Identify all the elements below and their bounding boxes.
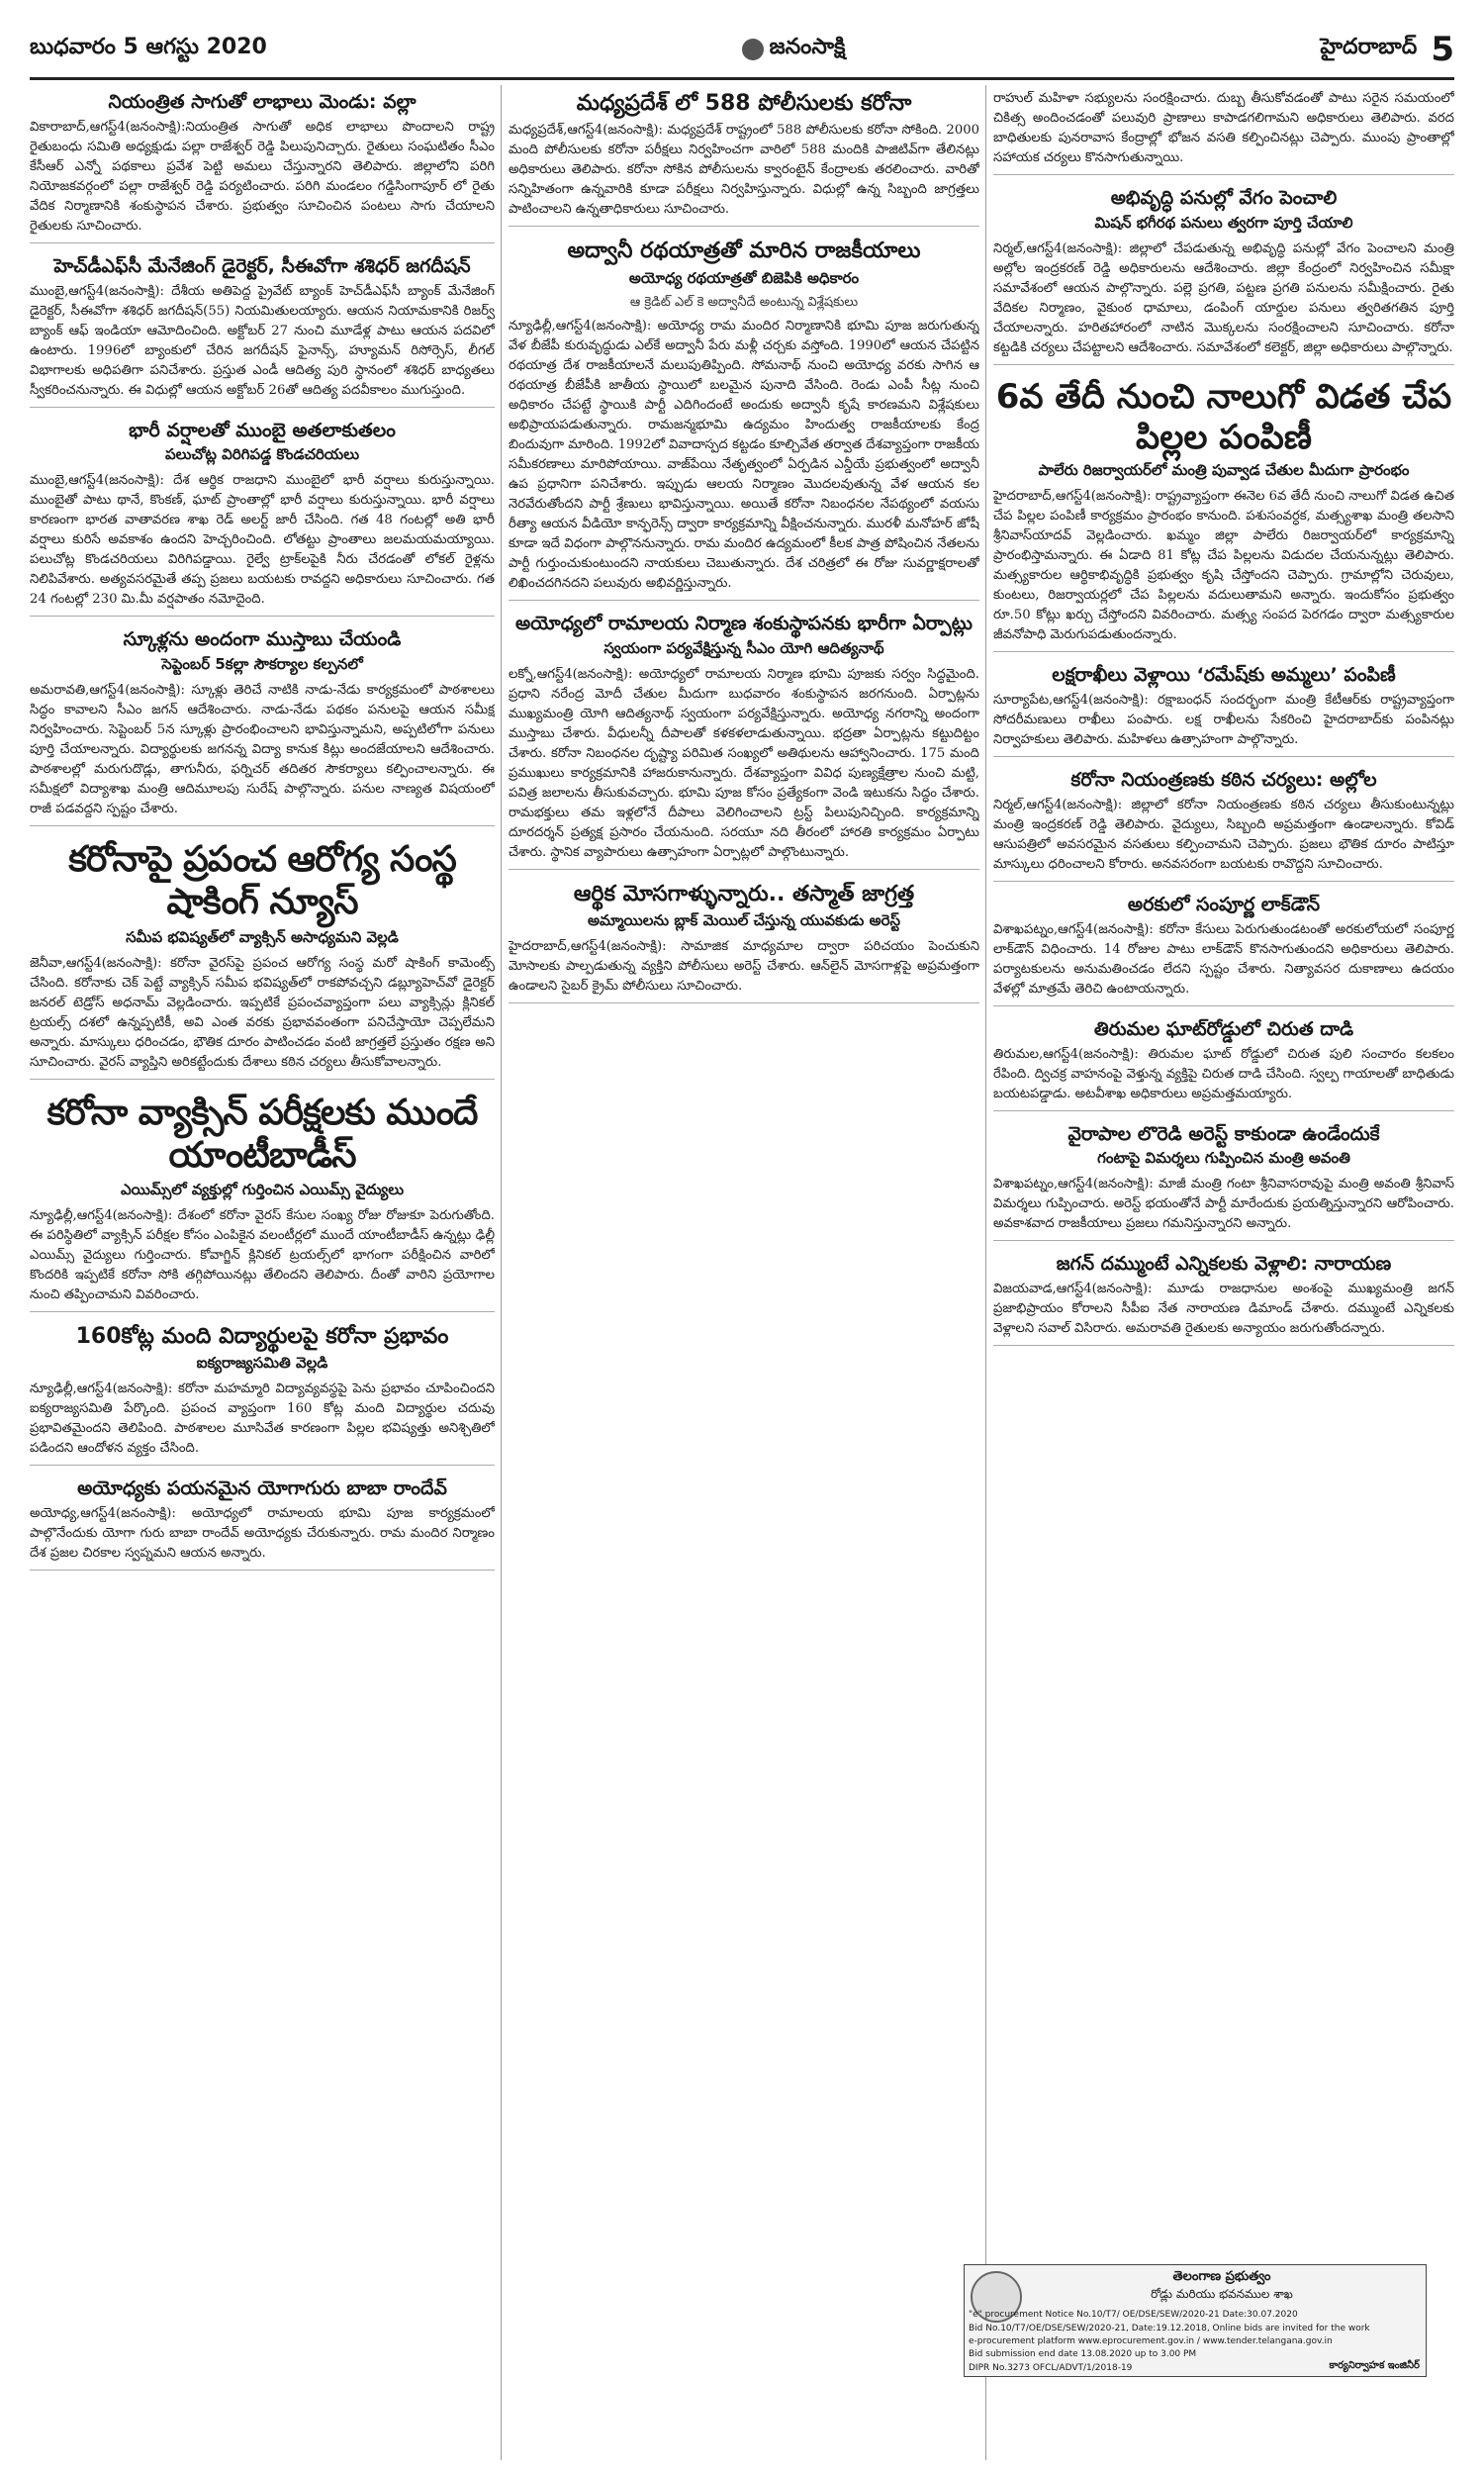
tender-advertisement	[964, 2264, 1427, 2377]
article	[509, 876, 979, 1003]
article	[30, 414, 495, 618]
article-headline: 160కోట్ల మంది విద్యార్థులపై కరోనా ప్రభావం	[75, 1323, 449, 1349]
ad-line: Bid No.10/T7/OE/DSE/SEW/2020-21, Date:19.12.2018, Online bids are invited for the work	[969, 2324, 1370, 2333]
article-headline: హెచ్‌డీఎఫ్‌సీ మేనేజింగ్ డైరెక్టర్, సీఈవోగా శశిధర్ జగదీషన్	[53, 254, 471, 277]
article-body: నిర్మల్,ఆగస్ట్4(జనంసాక్షి): జిల్లాలో చేపడుతున్న అభివృద్ధి పనుల్లో వేగం పెంచాలని మంత్రి అల్లోల ఇంద్రకరణ్ రెడ్డి అధికారులను ఆదేశించారు. జిల్లా కేంద్రంలో నిర్వహించిన సమీక్షా సమావేశంలో ఆయన పాల్గొన్నారు. పల్లె ప్రగతి, పట్టణ ప్రగతి పనులను సమీక్షించారు. రైతు వేదికల నిర్మాణం, వైకుంఠ ధామాలు, డంపింగ్ యార్డుల పనులు త్వరితగతిన పూర్తి చేయాలన్నారు. హరితహారంలో నాటిన మొక్కలను సంరక్షించాలని సూచించారు. కరోనా కట్టడికి చర్యలు చేపట్టాలని ఆదేశించారు. సమావేశంలో కలెక్టర్, జిల్లా అధికారులు పాల్గొన్నారు.	[993, 240, 1454, 355]
ad-line: Bid submission end date 13.08.2020 up to 3.00 PM	[969, 2349, 1197, 2359]
article-body: నిర్మల్,ఆగస్ట్4(జనంసాక్షి): జిల్లాలో కరోనా నియంత్రణకు కఠిన చర్యలు తీసుకుంటున్నట్లు మంత్రి ఇంద్రకరణ్ రెడ్డి తెలిపారు. వైద్యులు, సిబ్బంది అప్రమత్తంగా ఉండాలన్నారు. కోవిడ్ ఆసుపత్రిలో అవసరమైన వసతులు కల్పించామని చెప్పారు. ప్రజలు భౌతిక దూరం పాటిస్తూ మాస్కులు ధరించాలని కోరారు. అనవసరంగా బయటకు రావొద్దని సూచించారు.	[993, 797, 1454, 872]
article-body: సూర్యాపేట,ఆగస్ట్4(జనంసాక్షి): రక్షాబంధన్ సందర్భంగా మంత్రి కేటీఆర్‌కు రాష్ట్రవ్యాప్తంగా సోదరీమణులు రాఖీలు పంపారు. లక్ష రాఖీలను సేకరించి హైదరాబాద్‌కు పంపినట్లు నిర్వాహకులు తెలిపారు. మహిళలు ఉత్సాహంగా పాల్గొన్నారు.	[993, 693, 1454, 748]
article-headline: తిరుమల ఘాట్‌రోడ్డులో చిరుత దాడి	[1093, 1017, 1354, 1040]
article-headline: అయోధ్యకు పయనమైన యోగాగురు బాబా రాందేవ్	[77, 1477, 447, 1500]
column-divider	[501, 85, 502, 2460]
issue-date: బుధవారం 5 ఆగస్టు 2020	[30, 35, 267, 59]
article-body: రాహుల్ మహిళా సభ్యులను సంరక్షించారు. దుబ్బ తీసుకోవడంతో పాటు సరైన సమయంలో చికిత్స అందించడంతో పలువురి ప్రాణాలు కాపాడగలిగామని అధికారులు తెలిపారు. వరద బాధితులకు పునరావాస కేంద్రాల్లో భోజన వసతి కల్పించినట్లు చెప్పారు. ముంపు ప్రాంతాల్లో సహాయక చర్యలు కొనసాగుతున్నాయి.	[993, 91, 1454, 165]
article-subheadline: గంటాపై విమర్శలు గుప్పించిన మంత్రి అవంతి	[1097, 1149, 1350, 1168]
sun-logo-icon	[742, 39, 764, 60]
article	[509, 607, 979, 870]
article-body: అయోధ్య,ఆగస్ట్4(జనంసాక్షి): అయోధ్యలో రామాలయ భూమి పూజ కార్యక్రమంలో పాల్గొనేందుకు యోగా గురు బాబా రాందేవ్ అయోధ్యకు చేరుకున్నారు. రామ మందిర నిర్మాణం దేశ ప్రజల చిరకాల స్వప్నమని ఆయన అన్నారు.	[30, 1506, 495, 1562]
article-subheadline: అమ్మాయిలను బ్లాక్ మెయిల్ చేస్తున్న యువకుడు అరెస్ట్	[587, 910, 901, 929]
column-1	[30, 85, 495, 2460]
article	[993, 763, 1454, 882]
article-body: విశాఖపట్నం,ఆగస్ట్4(జనంసాక్షి): కరోనా కేసులు పెరుగుతుండటంతో అరకులోయలో సంపూర్ణ లాక్‌డౌన్ విధించారు. 14 రోజుల పాటు లాక్‌డౌన్ కొనసాగుతుందని అధికారులు తెలిపారు. పర్యాటకులను అనుమతించడం లేదని స్పష్టం చేశారు. నిత్యావసర దుకాణాలు ఉదయం వేళల్లో మాత్రమే తెరిచి ఉంటాయన్నారు.	[993, 921, 1454, 997]
article-subheadline: పలుచోట్ల విరిగిపడ్డ కొండచరియలు	[164, 445, 360, 464]
article	[993, 371, 1454, 653]
article-headline: వైరాపాల లొరెడి అరెస్ట్ కాకుండా ఉండేందుకే	[1067, 1122, 1380, 1145]
article-body: ముంబై,ఆగస్ట్4(జనంసాక్షి): దేశీయ అతిపెద్ద ప్రైవేట్ బ్యాంక్ హెచ్‌డీఎఫ్‌సీ బ్యాంక్ మేనేజింగ్ డైరెక్టర్, సీఈవోగా శశిధర్ జగదీషన్(55) నియమితులయ్యారు. ఆయన నియామకానికి రిజర్వ్ బ్యాంక్ ఆఫ్ ఇండియా ఆమోదించింది. అక్టోబర్ 27 నుంచి మూడేళ్ల పాటు ఆయన పదవిలో ఉంటారు. 1996లో బ్యాంకులో చేరిన జగదీషన్ ఫైనాన్స్, హ్యూమన్ రిసోర్సెస్, లీగల్ విభాగాలకు అధిపతిగా పనిచేశారు. ప్రస్తుత ఎండీ ఆదిత్య పురి స్థానంలో శశిధర్ బాధ్యతలు స్వీకరించనున్నారు. ఈ విధుల్లో ఆయన అక్టోబర్ 26తో ఆదిత్య పదవీకాలం ముగుస్తుంది.	[30, 283, 495, 398]
article	[993, 1247, 1454, 1346]
article-headline: భారీ వర్షాలతో ముంబై అతలాకుతలం	[129, 419, 396, 441]
article-body: న్యూఢిల్లీ,ఆగస్ట్4(జనంసాక్షి): కరోనా మహమ్మారి విద్యావ్యవస్థపై పెను ప్రభావం చూపించిందని ఐక్యరాజ్యసమితి పేర్కొంది. ప్రపంచ వ్యాప్తంగా 160 కోట్ల మంది విద్యార్థుల చదువు ప్రభావితమైందని తెలిపింది. పాఠశాలల మూసివేత కారణంగా పిల్లల భవిష్యత్తు అనిశ్చితిలో పడిందని ఆందోళన వ్యక్తం చేసింది.	[30, 1381, 495, 1457]
article-subheadline: అయోధ్య రథయాత్రతో బిజెపికి అధికారం	[628, 268, 860, 287]
ad-signature: కార్యనిర్వాహక ఇంజినీర్	[1329, 2360, 1420, 2371]
article-body: విశాఖపట్నం,ఆగస్ట్4(జనంసాక్షి): మాజీ మంత్రి గంటా శ్రీనివాసరావుపై మంత్రి అవంతి శ్రీనివాస్ విమర్శలు గుప్పించారు. అరెస్ట్ భయంతోనే పార్టీ మారేందుకు ప్రయత్నిస్తున్నారని ఆరోపించారు. అవకాశవాద రాజకీయాలు ప్రజలు గమనిస్తున్నారని అన్నారు.	[993, 1177, 1454, 1232]
article-body: వికారాబాద్,ఆగస్ట్4(జనంసాక్షి):నియంత్రిత సాగుతో అధిక లాభాలు పొందాలని రాష్ట్ర రైతుబంధు సమితి అధ్యక్షుడు పల్లా రాజేశ్వర్ రెడ్డి పిలుపునిచ్చారు. రైతులు సంఘటితం సీఎం కేసీఆర్ ఎన్నో పథకాలు ప్రవేశ పెట్టి అమలు చేస్తున్నారని తెలిపారు. జిల్లాలోని పరిగి నియోజకవర్గంలో పల్లా రాజేశ్వర్ రెడ్డి పర్యటించారు. పరిగి మండలం గడ్డిసింగాపూర్ లో రైతు వేదిక నిర్మాణానికి శంకుస్థాపన చేశారు. ప్రభుత్వం సూచించిన పంటలు సాగు చేయాలని రైతులకు సూచించారు.	[30, 119, 495, 234]
article	[30, 832, 495, 1079]
article-headline: అరకులో సంపూర్ణ లాక్‌డౌన్	[1127, 893, 1321, 915]
article-kicker: ఆ క్రెడిట్ ఎల్ కె అద్వానీదే అంటున్న విశ్లేషకులు	[629, 294, 859, 310]
article-headline: కరోనా వ్యాక్సిన్ పరీక్షలకు ముందే యాంటీబాడీస్	[46, 1092, 478, 1176]
article-subheadline: ఎయిమ్స్‌లో వ్యక్తుల్లో గుర్తించిన ఎయిమ్స్ వైద్యులు	[120, 1180, 405, 1198]
city-name: హైదరాబాద్	[1320, 35, 1418, 59]
paper-name	[742, 35, 846, 64]
article	[509, 233, 979, 600]
column-3	[993, 85, 1454, 2460]
article-headline: 6వ తేదీ నుంచి నాలుగో విడత చేప పిల్లల పంపిణీ	[995, 376, 1452, 457]
article	[30, 1472, 495, 1571]
article	[993, 181, 1454, 365]
article-body: విజయవాడ,ఆగస్ట్4(జనంసాక్షి): మూడు రాజధానుల అంశంపై ముఖ్యమంత్రి జగన్ ప్రజాభిప్రాయం కోరాలని సీపీఐ నేత నారాయణ డిమాండ్ చేశారు. దమ్ముంటే ఎన్నికలకు వెళ్లాలని సవాల్ విసిరారు. అమరావతి రైతులకు అన్యాయం జరుగుతోందన్నారు.	[993, 1282, 1454, 1337]
article-headline: స్కూళ్లను అందంగా ముస్తాబు చేయండి	[123, 628, 402, 651]
article-subheadline: పాలేరు రిజర్వాయర్‌లో మంత్రి పువ్వాడ చేతుల మీదుగా ప్రారంభం	[1038, 461, 1410, 480]
columns	[30, 85, 1454, 2460]
article	[509, 85, 979, 227]
ad-line[interactable]: e-procurement platform www.eprocurement.gov.in / www.tender.telangana.gov.in	[969, 2336, 1333, 2346]
article-headline: నియంత్రిత సాగుతో లాభాలు మెండు: వల్లా	[108, 91, 417, 113]
article-subheadline: మిషన్ భగీరథ పనులు త్వరగా పూర్తి చేయాలి	[1094, 213, 1353, 232]
article-headline: జగన్ దమ్ముంటే ఎన్నికలకు వెళ్లాలి: నారాయణ	[1056, 1253, 1392, 1276]
article-headline: కరోనాపై ప్రపంచ ఆరోగ్య సంస్థ షాకింగ్ న్యూస్	[68, 839, 456, 923]
article-headline: అభివృద్ధి పనుల్లో వేగం పెంచాలి	[1110, 187, 1338, 209]
page-number: 5	[1431, 30, 1454, 69]
article-headline: మధ్యప్రదేశ్ లో 588 పోలీసులకు కరోనా	[576, 91, 912, 116]
article	[30, 249, 495, 408]
article-headline: లక్షరాఖీలు వెళ్లాయి ‘రమేష్‌కు అమ్మలు’ పంపిణీ	[1052, 664, 1396, 687]
paper-title: జనంసాక్షి	[769, 35, 846, 59]
article-headline: కరోనా నియంత్రణకు కఠిన చర్యలు: అల్లోల	[1070, 769, 1377, 792]
edition	[1320, 30, 1454, 69]
ad-footer: DIPR No.3273 OFCL/ADVT/1/2018-19	[969, 2363, 1133, 2373]
article-headline: అయోధ్యలో రామాలయ నిర్మాణ శంకుస్థాపనకు భారీగా ఏర్పాట్లు	[514, 612, 974, 634]
masthead	[30, 22, 1454, 80]
article-subheadline: సమీప భవిష్యత్‌లో వ్యాక్సిన్ అసాధ్యమని వెల్లడి	[126, 927, 399, 946]
article	[30, 622, 495, 826]
article	[993, 1012, 1454, 1111]
article	[30, 85, 495, 243]
article-body: ముంబై,ఆగస్ట్4(జనంసాక్షి): దేశ ఆర్థిక రాజధాని ముంబైలో భారీ వర్షాలు కురుస్తున్నాయి. ముంబైతో పాటు థానే, కొంకణ్, ఘాట్ ప్రాంతాల్లో భారీ వర్షాలు కురుస్తున్నాయి. భారీ వర్షాలు కారణంగా భారత వాతావరణ శాఖ రెడ్ అలర్ట్ జారీ చేసింది. గత 48 గంటల్లో అతి భారీ వర్షాలు కురిసే అవకాశం ఉందని హెచ్చరించింది. లోతట్టు ప్రాంతాలు జలమయమయ్యాయి. పలుచోట్ల కొండచరియలు విరిగిపడ్డాయి. రైల్వే ట్రాక్‌లపైకి నీరు చేరడంతో లోకల్ రైళ్లను నిలిపివేశారు. అత్యవసరమైతే తప్ప ప్రజలు బయటకు రావద్దని అధికారులు సూచించారు. గత 24 గంటల్లో 230 మి.మీ వర్షపాతం నమోదైంది.	[30, 473, 495, 608]
ad-title: తెలంగాణ ప్రభుత్వం	[1172, 2269, 1271, 2284]
article	[993, 85, 1454, 175]
article-body: హైదరాబాద్,ఆగస్ట్4(జనంసాక్షి): సామాజిక మాధ్యమాల ద్వారా పరిచయం పెంచుకుని మోసాలకు పాల్పడుతున్న వ్యక్తిని పోలీసులు అరెస్ట్ చేశారు. ఆన్‌లైన్ మోసగాళ్లపై అప్రమత్తంగా ఉండాలని సైబర్ క్రైమ్ పోలీసులు సూచించారు.	[509, 938, 979, 994]
article-body: న్యూఢిల్లీ,ఆగస్ట్4(జనంసాక్షి): దేశంలో కరోనా వైరస్ కేసుల సంఖ్య రోజు రోజుకూ పెరుగుతోంది. ఈ పరిస్థితిలో వ్యాక్సిన్ పరీక్షల కోసం ఎంపికైన వలంటీర్లలో ముందే యాంటీబాడీస్ ఉన్నట్లు ఢిల్లీ ఎయిమ్స్ వైద్యులు గుర్తించారు. కోవాగ్జిన్ క్లినికల్ ట్రయల్స్‌లో భాగంగా పరీక్షించిన వారిలో కొందరికి ఇప్పటికే కరోనా సోకి తగ్గిపోయినట్లు తేలిందని తెలిపారు. దీంతో వారిని ప్రయోగాల నుంచి తప్పించామని వివరించారు.	[30, 1207, 495, 1302]
article-subheadline: స్వయంగా పర్యవేక్షిస్తున్న సీఎం యోగి ఆదిత్యనాథ్	[603, 638, 884, 657]
article-body: అమరావతి,ఆగస్ట్4(జనంసాక్షి): స్కూళ్లు తెరిచే నాటికి నాడు-నేడు కార్యక్రమంలో పాఠశాలలు సిద్ధం కావాలని సీఎం జగన్ ఆదేశించారు. నాడు-నేడు పథకం పనులపై ఆయన సమీక్ష నిర్వహించారు. సెప్టెంబర్ 5న స్కూళ్లు ప్రారంభించాలని భావిస్తున్నామని, అప్పటిలోగా పనులు పూర్తి చేయాలన్నారు. విద్యార్థులకు జగనన్న విద్యా కానుక కిట్లు అందజేయాలని ఆదేశించారు. పాఠశాలల్లో మరుగుదొడ్లు, తాగునీరు, ఫర్నిచర్ తదితర సౌకర్యాలు కల్పించాలన్నారు. ఈ సమీక్షలో విద్యాశాఖ మంత్రి ఆదిమూలపు సురేష్ పాల్గొన్నారు. పనుల నాణ్యత విషయంలో రాజీ పడవద్దని స్పష్టం చేశారు.	[30, 683, 495, 817]
article-body: లక్నో,ఆగస్ట్4(జనంసాక్షి): అయోధ్యలో రామాలయ నిర్మాణ భూమి పూజకు సర్వం సిద్ధమైంది. ప్రధాని నరేంద్ర మోదీ చేతుల మీదుగా బుధవారం శంకుస్థాపన జరగనుంది. ఏర్పాట్లను ముఖ్యమంత్రి యోగి ఆదిత్యనాథ్ స్వయంగా పర్యవేక్షిస్తున్నారు. అయోధ్య నగరాన్ని అందంగా ముస్తాబు చేశారు. వీధులన్నీ దీపాలతో కళకళలాడుతున్నాయి. భద్రతా ఏర్పాట్లను కట్టుదిట్టం చేశారు. కరోనా నిబంధనల దృష్ట్యా పరిమిత సంఖ్యలో అతిథులను ఆహ్వానించారు. 175 మంది ప్రముఖులు కార్యక్రమానికి హాజరుకానున్నారు. దేశవ్యాప్తంగా వివిధ పుణ్యక్షేత్రాల నుంచి మట్టి, పవిత్ర జలాలను తీసుకువచ్చారు. భూమి పూజ కోసం ప్రత్యేకంగా వెండి ఇటుకను సిద్ధం చేశారు. రామభక్తులు తమ ఇళ్లలోనే దీపాలు వెలిగించాలని ట్రస్ట్ పిలుపునిచ్చింది. కార్యక్రమాన్ని దూరదర్శన్ ప్రత్యక్ష ప్రసారం చేయనుంది. సరయూ నది తీరంలో హారతి కార్యక్రమం ఏర్పాటు చేశారు. స్థానిక వ్యాపారులు ఉత్సాహంగా ఏర్పాట్లలో పాల్గొంటున్నారు.	[509, 666, 979, 860]
article-body: జెనీవా,ఆగస్ట్4(జనంసాక్షి): కరోనా వైరస్‌పై ప్రపంచ ఆరోగ్య సంస్థ మరో షాకింగ్ కామెంట్స్ చేసింది. కరోనాకు చెక్ పెట్టే వ్యాక్సిన్ సమీప భవిష్యత్‌లో రాకపోవచ్చని డబ్ల్యూహెచ్‌వో డైరెక్టర్ జనరల్ టెడ్రోస్ అధనామ్ వెల్లడించారు. ఇప్పటికే ప్రపంచవ్యాప్తంగా పలు వ్యాక్సిన్లు క్లినికల్ ట్రయల్స్ దశలో ఉన్నప్పటికీ, అవి ఎంత వరకు ప్రభావవంతంగా పనిచేస్తాయో చెప్పలేమని అన్నారు. మాస్కులు ధరించడం, భౌతిక దూరం పాటించడం వంటి జాగ్రత్తలే ప్రస్తుతం రక్షణ అని సూచించారు. వైరస్ వ్యాప్తిని అరికట్టేందుకు దేశాలు కఠిన చర్యలు తీసుకోవాలన్నారు.	[30, 955, 495, 1070]
column-2	[509, 85, 979, 2460]
column-divider	[985, 85, 986, 2460]
article-headline: అద్వానీ రథయాత్రతో మారిన రాజకీయాలు	[567, 238, 921, 264]
article	[993, 888, 1454, 1006]
article	[993, 658, 1454, 757]
article-subheadline: సెప్టెంబర్ 5కల్లా సౌకర్యాల కల్పనలో	[161, 655, 363, 674]
article	[30, 1086, 495, 1312]
ad-ref-line: "e" procurement Notice No.10/T7/ OE/DSE/SEW/2020-21 Date:30.07.2020	[969, 2310, 1298, 2320]
article-body: హైదరాబాద్,ఆగస్ట్4(జనంసాక్షి): రాష్ట్రవ్యాప్తంగా ఈనెల 6వ తేదీ నుంచి నాలుగో విడత ఉచిత చేప పిల్లల పంపిణీ కార్యక్రమం ప్రారంభం కానుంది. పశుసంవర్ధక, మత్స్యశాఖ మంత్రి తలసాని శ్రీనివాస్‌యాదవ్ వెల్లడించారు. ఖమ్మం జిల్లా పాలేరు రిజర్వాయర్‌లో కార్యక్రమాన్ని ప్రారంభిస్తామన్నారు. ఈ ఏడాది 81 కోట్ల చేప పిల్లలను విడుదల చేయనున్నట్లు తెలిపారు. మత్స్యకారుల ఆర్థికాభివృద్ధికి ప్రభుత్వం కృషి చేస్తోందని చెప్పారు. గ్రామాల్లోని చెరువులు, కుంటలు, రిజర్వాయర్లలో చేప పిల్లలను వదులుతామని అన్నారు. ఇందుకోసం ప్రభుత్వం రూ.50 కోట్లు ఖర్చు చేస్తోందని వివరించారు. మత్స్య సంపద పెరగడం ద్వారా మత్స్యకారుల జీవనోపాధి మెరుగుపడుతుందన్నారు.	[993, 489, 1454, 643]
article	[30, 1318, 495, 1466]
article-body: మధ్యప్రదేశ్,ఆగస్ట్4(జనంసాక్షి): మధ్యప్రదేశ్ రాష్ట్రంలో 588 పోలీసులకు కరోనా సోకింది. 2000 మంది పోలీసులకు కరోనా పరీక్షలు నిర్వహించగా వారిలో 588 మందికి పాజిటివ్‌గా తేలినట్లు అధికారులు తెలిపారు. కరోనా సోకిన పోలీసులను క్వారంటైన్ కేంద్రాలకు తరలించారు. వారితో సన్నిహితంగా ఉన్నవారికి కూడా పరీక్షలు నిర్వహిస్తున్నారు. విధుల్లో ఉన్న సిబ్బంది జాగ్రత్తలు పాటించాలని ఉన్నతాధికారులు సూచించారు.	[509, 123, 979, 218]
article-body: తిరుమల,ఆగస్ట్4(జనంసాక్షి): తిరుమల ఘాట్ రోడ్డులో చిరుత పులి సంచారం కలకలం రేపింది. ద్విచక్ర వాహనంపై వెళ్తున్న వ్యక్తిపై చిరుత దాడి చేసింది. స్వల్ప గాయాలతో బాధితుడు బయటపడ్డాడు. అటవీశాఖ అధికారులు అప్రమత్తమయ్యారు.	[993, 1046, 1454, 1101]
article-body: న్యూఢిల్లీ,ఆగస్ట్4(జనంసాక్షి): అయోధ్య రామ మందిర నిర్మాణానికి భూమి పూజ జరుగుతున్న వేళ బీజేపీ కురువృద్ధుడు ఎల్‌కే అద్వానీ పేరు మళ్లీ చర్చకు వస్తోంది. 1990లో ఆయన చేపట్టిన రథయాత్ర దేశ రాజకీయాలనే మలుపుతిప్పింది. సోమనాథ్ నుంచి అయోధ్య వరకు సాగిన ఆ రథయాత్ర బీజేపీకి జాతీయ స్థాయిలో బలమైన పునాది వేసింది. రెండు ఎంపీ సీట్ల నుంచి అధికారం చేపట్టే స్థాయికి పార్టీ ఎదిగిందంటే అందుకు అద్వానీ కృషే కారణమని విశ్లేషకులు అభిప్రాయపడుతున్నారు. రామజన్మభూమి ఉద్యమం హిందుత్వ రాజకీయాలకు కేంద్ర బిందువుగా మారింది. 1992లో వివాదాస్పద కట్టడం కూల్చివేత తర్వాత దేశవ్యాప్తంగా రాజకీయ సమీకరణాలు మారిపోయాయి. వాజ్‌పేయి నేతృత్వంలో ఏర్పడిన ఎన్డీయే ప్రభుత్వంలో అద్వానీ ఉప ప్రధానిగా పనిచేశారు. ఇప్పుడు ఆలయ నిర్మాణం మొదలవుతున్న వేళ ఆయన కల నెరవేరుతోందని పార్టీ శ్రేణులు భావిస్తున్నాయి. అయితే కరోనా నిబంధనల నేపథ్యంలో వయసు రీత్యా ఆయన వీడియో కాన్ఫరెన్స్ ద్వారా కార్యక్రమాన్ని వీక్షించనున్నారు. మురళీ మనోహర్ జోషీ కూడా ఇదే విధంగా పాల్గొననున్నారు. రామ మందిర ఉద్యమంలో కీలక పాత్ర పోషించిన నేతలను పార్టీ గుర్తుంచుకుంటుందని నాయకులు చెబుతున్నారు. దేశ చరిత్రలో ఈ రోజు సువర్ణాక్షరాలతో లిఖించదగినదని పలువురు అభివర్ణిస్తున్నారు.	[509, 318, 979, 591]
article-headline: ఆర్థిక మోసగాళ్ళున్నారు.. తస్మాత్ జాగ్రత్త	[573, 881, 915, 906]
article-subheadline: ఐక్యరాజ్యసమితి వెల్లడి	[196, 1354, 328, 1373]
ad-subtitle: రోడ్లు మరియు భవనముల శాఖ	[1151, 2287, 1293, 2301]
article	[993, 1117, 1454, 1242]
